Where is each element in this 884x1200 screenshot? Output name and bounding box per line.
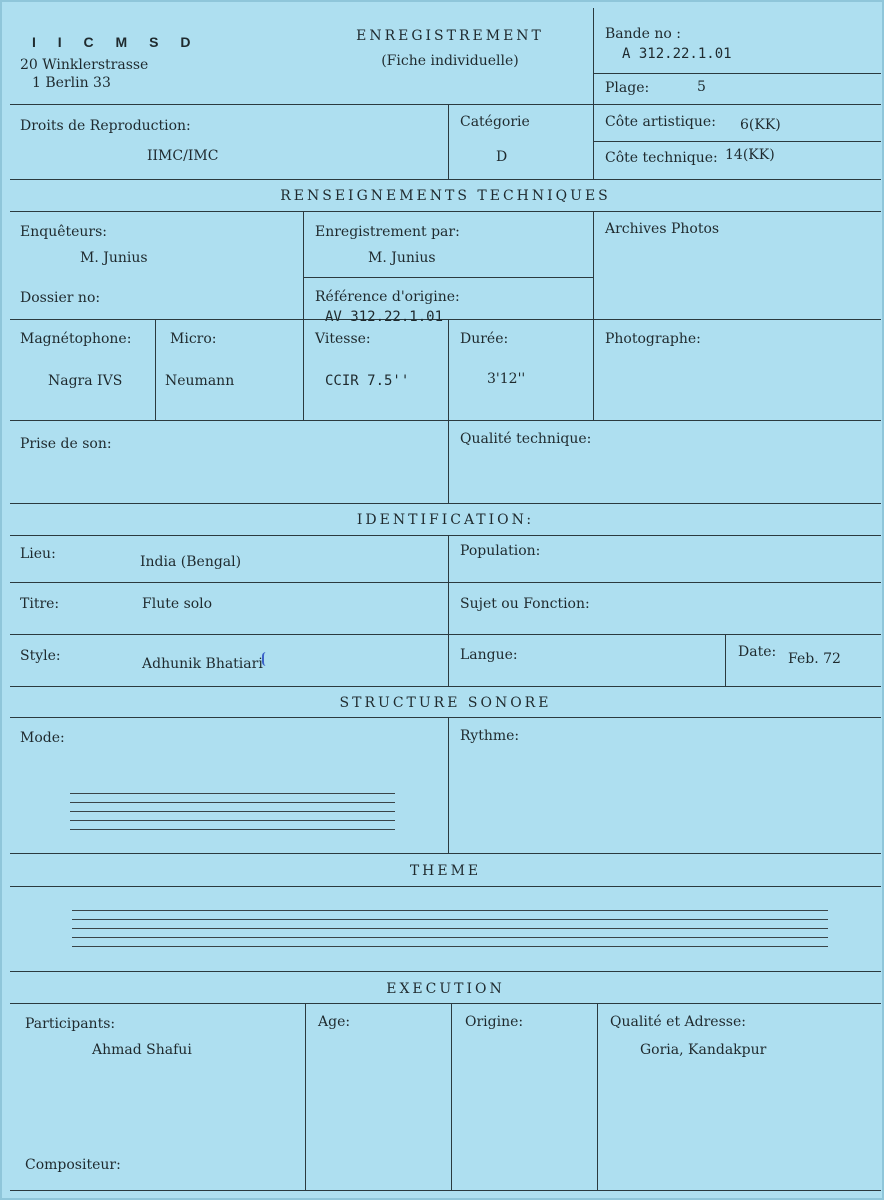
plage-label: Plage:: [605, 80, 650, 96]
bande-label: Bande no :: [605, 26, 681, 42]
date-label: Date:: [738, 644, 777, 660]
enqueteurs-value: M. Junius: [80, 250, 148, 266]
cote-artistique-value: 6(KK): [740, 117, 781, 133]
cote-technique-label: Côte technique:: [605, 150, 718, 166]
divider: [10, 179, 881, 180]
droits-label: Droits de Reproduction:: [20, 118, 191, 134]
section-title-identification: IDENTIFICATION:: [356, 512, 535, 528]
divider: [10, 1190, 881, 1191]
bande-value: A 312.22.1.01: [622, 46, 732, 62]
photographe-label: Photographe:: [605, 331, 701, 347]
sujet-label: Sujet ou Fonction:: [460, 596, 590, 612]
vitesse-value: CCIR 7.5'': [325, 373, 410, 389]
divider: [10, 634, 881, 635]
magnetophone-value: Nagra IVS: [48, 373, 123, 389]
origine-label: Origine:: [465, 1014, 524, 1030]
lieu-label: Lieu:: [20, 546, 56, 562]
section-title-technical: RENSEIGNEMENTS TECHNIQUES: [280, 188, 611, 204]
divider: [10, 104, 881, 105]
duree-label: Durée:: [460, 331, 509, 347]
org-logo-text: I I C M S D: [32, 34, 200, 50]
rythme-label: Rythme:: [460, 728, 520, 744]
divider: [593, 73, 881, 74]
address-line-1: 20 Winklerstrasse: [20, 57, 149, 73]
divider: [155, 319, 156, 421]
address-line-2: 1 Berlin 33: [32, 75, 111, 91]
divider: [10, 853, 881, 854]
qualite-adresse-label: Qualité et Adresse:: [610, 1014, 746, 1030]
section-title-execution: EXECUTION: [386, 981, 505, 997]
archives-photos-label: Archives Photos: [605, 221, 720, 237]
divider: [303, 277, 593, 278]
divider: [10, 211, 881, 212]
enregistrement-par-value: M. Junius: [368, 250, 436, 266]
categorie-value: D: [496, 149, 508, 165]
qualite-adresse-value: Goria, Kandakpur: [640, 1042, 767, 1058]
divider: [10, 886, 881, 887]
divider: [451, 1003, 452, 1191]
divider: [597, 1003, 598, 1191]
ink-mark-icon: [262, 652, 270, 666]
style-value: Adhunik Bhatiari: [142, 656, 263, 672]
divider: [10, 971, 881, 972]
droits-value: IIMC/IMC: [147, 148, 219, 164]
duree-value: 3'12'': [487, 371, 526, 387]
section-title-theme: THEME: [409, 863, 482, 879]
population-label: Population:: [460, 543, 541, 559]
divider: [10, 686, 881, 687]
participants-label: Participants:: [25, 1016, 116, 1032]
style-label: Style:: [20, 648, 61, 664]
divider: [593, 8, 594, 106]
date-value: Feb. 72: [788, 651, 841, 667]
participants-value: Ahmad Shafui: [92, 1042, 192, 1058]
divider: [10, 717, 881, 718]
divider: [10, 582, 881, 583]
divider: [448, 535, 449, 687]
divider: [448, 717, 449, 854]
divider: [725, 634, 726, 687]
lieu-value: India (Bengal): [140, 554, 242, 570]
age-label: Age:: [318, 1014, 351, 1030]
reference-label: Référence d'origine:: [315, 289, 460, 305]
form-subtitle: (Fiche individuelle): [381, 53, 519, 69]
divider: [593, 141, 881, 142]
divider: [448, 104, 449, 180]
vitesse-label: Vitesse:: [315, 331, 371, 347]
form-title: ENREGISTREMENT: [356, 28, 544, 44]
divider: [593, 104, 594, 180]
titre-label: Titre:: [20, 596, 60, 612]
divider: [10, 420, 881, 421]
compositeur-label: Compositeur:: [25, 1157, 121, 1173]
langue-label: Langue:: [460, 647, 518, 663]
magnetophone-label: Magnétophone:: [20, 331, 132, 347]
divider: [448, 420, 449, 504]
enregistrement-par-label: Enregistrement par:: [315, 224, 460, 240]
mode-label: Mode:: [20, 730, 65, 746]
divider: [448, 319, 449, 421]
divider: [10, 1003, 881, 1004]
titre-value: Flute solo: [142, 596, 213, 612]
micro-value: Neumann: [165, 373, 235, 389]
plage-value: 5: [697, 79, 706, 95]
divider: [10, 503, 881, 504]
categorie-label: Catégorie: [460, 114, 530, 130]
dossier-label: Dossier no:: [20, 290, 101, 306]
cote-artistique-label: Côte artistique:: [605, 114, 716, 130]
divider: [593, 211, 594, 421]
divider: [303, 211, 304, 421]
cote-technique-value: 14(KK): [725, 147, 775, 163]
section-title-structure: STRUCTURE SONORE: [339, 695, 552, 711]
divider: [10, 319, 881, 320]
divider: [305, 1003, 306, 1191]
prise-de-son-label: Prise de son:: [20, 436, 112, 452]
reference-value: AV 312.22.1.01: [325, 309, 444, 325]
qualite-technique-label: Qualité technique:: [460, 431, 592, 447]
micro-label: Micro:: [170, 331, 217, 347]
divider: [10, 535, 881, 536]
enqueteurs-label: Enquêteurs:: [20, 224, 108, 240]
